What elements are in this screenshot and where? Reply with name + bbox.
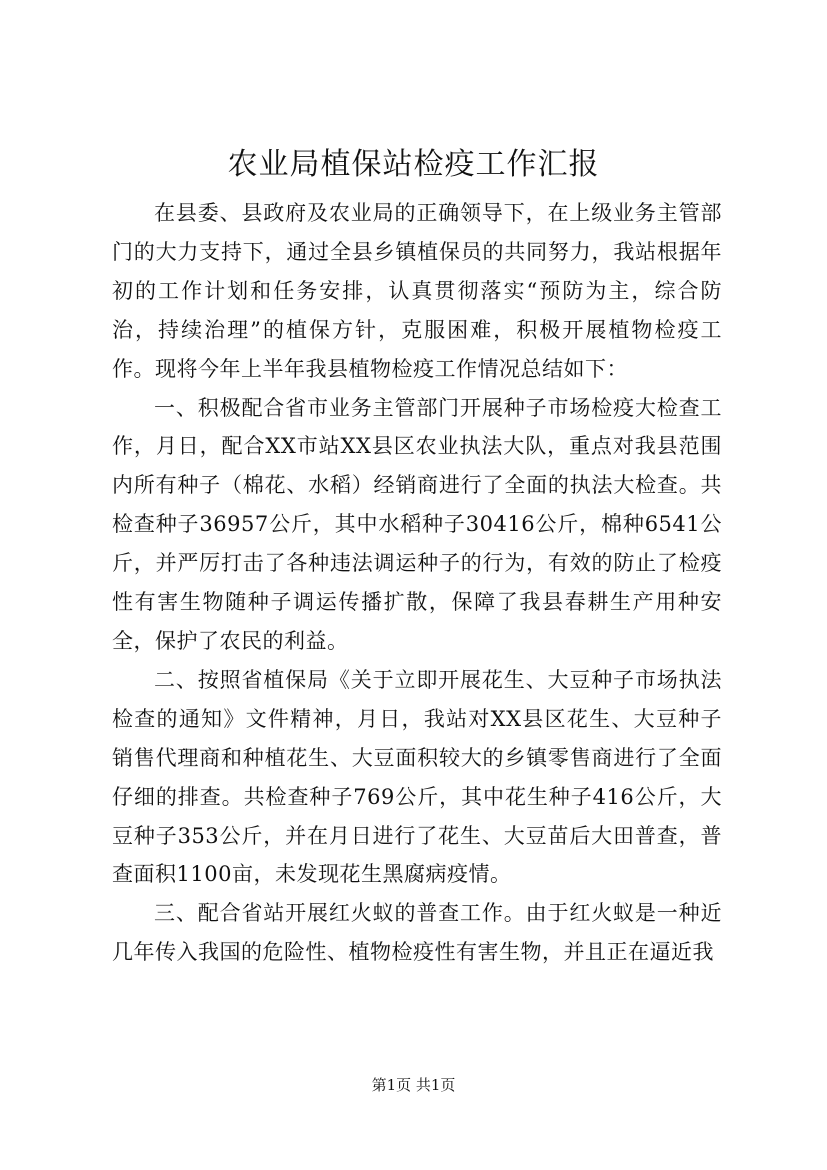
document-body	[112, 194, 722, 972]
document-title: 农业局植保站检疫工作汇报	[227, 147, 600, 182]
paragraph-section-2: 二、按照省植保局《关于立即开展花生、大豆种子市场执法检查的通知》文件精神，月日，我站对XX县区花生、大豆种子销售代理商和种植花生、大豆面积较大的乡镇零售商进行了全面仔细的排查。共检查种子769公斤，其中花生种子416公斤，大豆种子353公斤，并在月日进行了花生、大豆苗后大田普查，普查面积1100亩，未发现花生黑腐病疫情。	[112, 667, 722, 887]
paragraph-section-1: 一、积极配合省市业务主管部门开展种子市场检疫大检查工作，月日，配合XX市站XX县区农业执法大队，重点对我县范围内所有种子（棉花、水稻）经销商进行了全面的执法大检查。共检查种子36957公斤，其中水稻种子30416公斤，棉种6541公斤，并严厉打击了各种违法调运种子的行为，有效的防止了检疫性有害生物随种子调运传播扩散，保障了我县春耕生产用种安全，保护了农民的利益。	[112, 395, 722, 653]
page-footer: 第1页 共1页	[371, 1076, 456, 1094]
paragraph-intro: 在县委、县政府及农业局的正确领导下，在上级业务主管部门的大力支持下，通过全县乡镇植保员的共同努力，我站根据年初的工作计划和任务安排，认真贯彻落实“预防为主，综合防治，持续治理”的植保方针，克服困难，积极开展植物检疫工作。现将今年上半年我县植物检疫工作情况总结如下：	[112, 201, 722, 381]
paragraph-section-3: 三、配合省站开展红火蚁的普查工作。由于红火蚁是一种近几年传入我国的危险性、植物检疫性有害生物，并且正在逼近我	[112, 901, 722, 965]
